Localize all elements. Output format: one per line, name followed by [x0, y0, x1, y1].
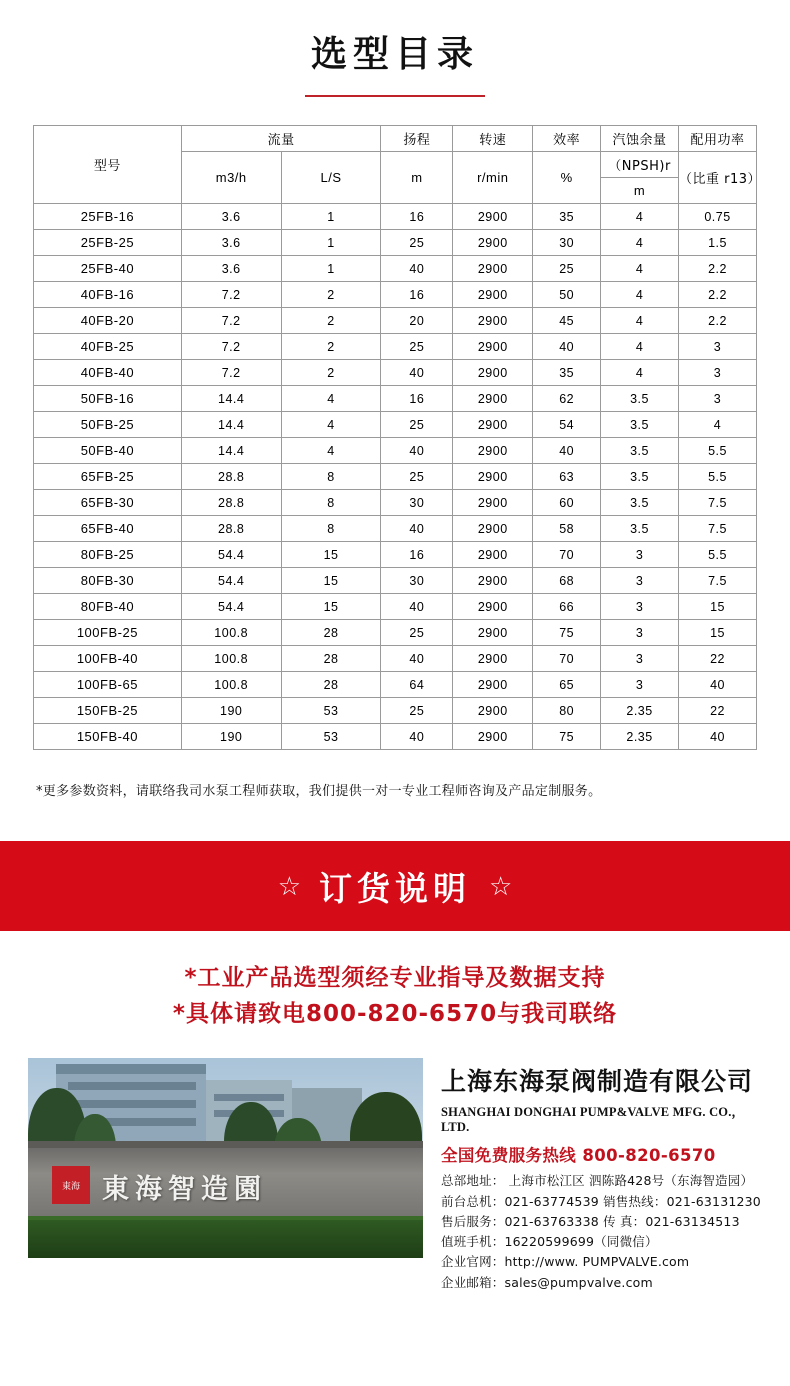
cell-power: 4: [679, 412, 757, 438]
header-power: 配用功率: [679, 126, 757, 152]
cell-m3h: 54.4: [181, 594, 281, 620]
header-efficiency: 效率: [533, 126, 601, 152]
cell-efficiency: 58: [533, 516, 601, 542]
cell-head: 40: [381, 256, 453, 282]
cell-efficiency: 40: [533, 334, 601, 360]
cell-npsh: 4: [601, 282, 679, 308]
table-row: [34, 282, 757, 308]
factory-photo: [28, 1058, 423, 1258]
cell-rpm: 2900: [453, 334, 533, 360]
cell-efficiency: 30: [533, 230, 601, 256]
cell-model: 25FB-16: [34, 204, 182, 230]
cell-model: 65FB-40: [34, 516, 182, 542]
wall-cap: [28, 1141, 423, 1148]
cell-npsh: 3.5: [601, 386, 679, 412]
cell-efficiency: 70: [533, 646, 601, 672]
header-flow: 流量: [181, 126, 381, 152]
cell-npsh: 3: [601, 646, 679, 672]
cell-power: 5.5: [679, 438, 757, 464]
cell-head: 25: [381, 230, 453, 256]
cell-head: 16: [381, 386, 453, 412]
cell-ls: 2: [281, 308, 381, 334]
cell-ls: 53: [281, 698, 381, 724]
cell-m3h: 54.4: [181, 542, 281, 568]
cell-model: 40FB-40: [34, 360, 182, 386]
cell-m3h: 100.8: [181, 646, 281, 672]
cell-npsh: 3.5: [601, 516, 679, 542]
cell-rpm: 2900: [453, 204, 533, 230]
cell-rpm: 2900: [453, 698, 533, 724]
cell-ls: 2: [281, 282, 381, 308]
company-name-cn: 上海东海泵阀制造有限公司: [441, 1067, 754, 1097]
cell-m3h: 28.8: [181, 516, 281, 542]
cell-ls: 2: [281, 334, 381, 360]
table-row: [34, 568, 757, 594]
cell-head: 16: [381, 542, 453, 568]
cell-ls: 8: [281, 464, 381, 490]
cell-power: 7.5: [679, 568, 757, 594]
cell-efficiency: 40: [533, 438, 601, 464]
window-band-4: [214, 1094, 284, 1101]
cell-m3h: 3.6: [181, 204, 281, 230]
cell-model: 100FB-40: [34, 646, 182, 672]
table-body: [34, 204, 757, 750]
cell-m3h: 7.2: [181, 360, 281, 386]
table-row: [34, 386, 757, 412]
cell-m3h: 3.6: [181, 230, 281, 256]
cell-npsh: 2.35: [601, 698, 679, 724]
header-head: 扬程: [381, 126, 453, 152]
cell-npsh: 4: [601, 204, 679, 230]
company-info: [441, 1058, 762, 1293]
cell-head: 25: [381, 412, 453, 438]
table-row: [34, 412, 757, 438]
header-speed: 转速: [453, 126, 533, 152]
cell-rpm: 2900: [453, 646, 533, 672]
cell-model: 50FB-25: [34, 412, 182, 438]
table-row: [34, 646, 757, 672]
cell-power: 3: [679, 360, 757, 386]
cell-m3h: 3.6: [181, 256, 281, 282]
cell-efficiency: 60: [533, 490, 601, 516]
cell-head: 25: [381, 464, 453, 490]
cell-rpm: 2900: [453, 724, 533, 750]
cell-head: 40: [381, 724, 453, 750]
cell-efficiency: 63: [533, 464, 601, 490]
cell-npsh: 3: [601, 594, 679, 620]
cell-rpm: 2900: [453, 230, 533, 256]
cell-ls: 4: [281, 438, 381, 464]
cell-efficiency: 35: [533, 204, 601, 230]
cell-m3h: 7.2: [181, 308, 281, 334]
cell-ls: 1: [281, 204, 381, 230]
cell-rpm: 2900: [453, 594, 533, 620]
cell-efficiency: 75: [533, 620, 601, 646]
cell-power: 40: [679, 672, 757, 698]
cell-head: 30: [381, 568, 453, 594]
cell-head: 25: [381, 620, 453, 646]
cell-ls: 28: [281, 672, 381, 698]
cell-power: 2.2: [679, 256, 757, 282]
contact-line: 售后服务：021-63763338 传 真：021-63134513: [441, 1213, 740, 1229]
table-header: [34, 126, 762, 204]
cell-m3h: 28.8: [181, 490, 281, 516]
cell-rpm: 2900: [453, 282, 533, 308]
cell-ls: 4: [281, 412, 381, 438]
header-flow-unit-ls: L/S: [281, 152, 381, 204]
cell-rpm: 2900: [453, 620, 533, 646]
cell-model: 100FB-25: [34, 620, 182, 646]
cell-npsh: 3: [601, 542, 679, 568]
cell-rpm: 2900: [453, 308, 533, 334]
spec-table: [33, 125, 762, 750]
order-instructions-banner: [0, 841, 790, 931]
cell-m3h: 14.4: [181, 438, 281, 464]
cell-rpm: 2900: [453, 490, 533, 516]
header-npsh-sub: （NPSH)r: [601, 152, 679, 178]
cell-power: 5.5: [679, 464, 757, 490]
header-speed-unit: r/min: [453, 152, 533, 204]
contact-line: 值班手机：16220599699（同微信）: [441, 1234, 658, 1250]
cell-rpm: 2900: [453, 360, 533, 386]
cell-m3h: 100.8: [181, 620, 281, 646]
cell-npsh: 3.5: [601, 438, 679, 464]
cell-m3h: 7.2: [181, 334, 281, 360]
cell-ls: 1: [281, 230, 381, 256]
cell-m3h: 14.4: [181, 386, 281, 412]
cell-model: 80FB-30: [34, 568, 182, 594]
cell-power: 5.5: [679, 542, 757, 568]
cell-model: 50FB-16: [34, 386, 182, 412]
cell-model: 40FB-20: [34, 308, 182, 334]
cell-efficiency: 70: [533, 542, 601, 568]
cell-ls: 1: [281, 256, 381, 282]
cell-model: 65FB-25: [34, 464, 182, 490]
cell-efficiency: 50: [533, 282, 601, 308]
cell-power: 1.5: [679, 230, 757, 256]
cell-head: 40: [381, 646, 453, 672]
cell-head: 40: [381, 516, 453, 542]
cell-m3h: 190: [181, 724, 281, 750]
cell-npsh: 4: [601, 230, 679, 256]
table-row: [34, 594, 757, 620]
cell-efficiency: 54: [533, 412, 601, 438]
cell-power: 15: [679, 594, 757, 620]
cell-head: 25: [381, 698, 453, 724]
cell-efficiency: 35: [533, 360, 601, 386]
table-row: [34, 672, 757, 698]
cell-ls: 53: [281, 724, 381, 750]
cell-power: 7.5: [679, 516, 757, 542]
header-head-unit: m: [381, 152, 453, 204]
table-row: [34, 724, 757, 750]
cell-rpm: 2900: [453, 438, 533, 464]
contact-list: [441, 1171, 762, 1293]
cell-efficiency: 75: [533, 724, 601, 750]
cell-model: 25FB-40: [34, 256, 182, 282]
cell-ls: 28: [281, 646, 381, 672]
cell-ls: 8: [281, 516, 381, 542]
table-row: [34, 620, 757, 646]
cell-efficiency: 65: [533, 672, 601, 698]
cell-npsh: 3.5: [601, 464, 679, 490]
cell-efficiency: 25: [533, 256, 601, 282]
cell-power: 40: [679, 724, 757, 750]
cell-rpm: 2900: [453, 672, 533, 698]
cell-m3h: 100.8: [181, 672, 281, 698]
table-row: [34, 698, 757, 724]
header-npsh: 汽蚀余量: [601, 126, 679, 152]
cell-power: 7.5: [679, 490, 757, 516]
cell-rpm: 2900: [453, 464, 533, 490]
cell-head: 16: [381, 282, 453, 308]
table-row: [34, 542, 757, 568]
cell-m3h: 14.4: [181, 412, 281, 438]
cell-head: 40: [381, 438, 453, 464]
cell-power: 0.75: [679, 204, 757, 230]
cell-power: 3: [679, 386, 757, 412]
cell-power: 22: [679, 698, 757, 724]
table-row: [34, 230, 757, 256]
cell-efficiency: 45: [533, 308, 601, 334]
cell-npsh: 3.5: [601, 412, 679, 438]
cell-npsh: 4: [601, 256, 679, 282]
cell-npsh: 4: [601, 308, 679, 334]
contact-line: 前台总机：021-63774539 销售热线：021-63131230: [441, 1193, 761, 1209]
cell-ls: 2: [281, 360, 381, 386]
cell-model: 100FB-65: [34, 672, 182, 698]
building-left-roof: [56, 1064, 206, 1074]
cell-efficiency: 66: [533, 594, 601, 620]
cell-model: 80FB-40: [34, 594, 182, 620]
window-band-2: [68, 1100, 196, 1108]
banner-title: 订货说明: [319, 868, 471, 908]
cell-model: 40FB-25: [34, 334, 182, 360]
cell-ls: 8: [281, 490, 381, 516]
company-name-en: SHANGHAI DONGHAI PUMP&VALVE MFG. CO.，LTD.: [441, 1105, 745, 1135]
table-row: [34, 464, 757, 490]
cell-ls: 15: [281, 594, 381, 620]
cell-ls: 28: [281, 620, 381, 646]
cell-npsh: 3: [601, 672, 679, 698]
header-npsh-unit: m: [601, 178, 679, 204]
cell-npsh: 3: [601, 568, 679, 594]
page-title: 选型目录: [310, 34, 479, 75]
cell-ls: 4: [281, 386, 381, 412]
cell-rpm: 2900: [453, 516, 533, 542]
cell-m3h: 7.2: [181, 282, 281, 308]
star-left-icon: ☆: [277, 871, 301, 901]
cell-model: 80FB-25: [34, 542, 182, 568]
contact-line: 企业邮箱：sales@pumpvalve.com: [441, 1274, 653, 1290]
star-right-icon: ☆: [489, 871, 513, 901]
cell-power: 3: [679, 334, 757, 360]
table-row: [34, 308, 757, 334]
header-efficiency-unit: %: [533, 152, 601, 204]
wall-sign-text: 東海智造園: [102, 1174, 267, 1206]
table-row: [34, 490, 757, 516]
cell-power: 22: [679, 646, 757, 672]
header-power-sub: （比重 r13）: [679, 152, 757, 204]
cell-rpm: 2900: [453, 256, 533, 282]
cell-head: 40: [381, 360, 453, 386]
spec-table-wrap: [0, 97, 790, 750]
cell-model: 40FB-16: [34, 282, 182, 308]
cell-efficiency: 80: [533, 698, 601, 724]
footer: [0, 1058, 790, 1293]
cell-power: 2.2: [679, 282, 757, 308]
cell-model: 65FB-30: [34, 490, 182, 516]
cell-npsh: 2.35: [601, 724, 679, 750]
hotline: 全国免费服务热线 800-820-6570: [441, 1146, 716, 1166]
page-title-section: [0, 0, 790, 97]
header-row-1: [34, 126, 757, 152]
cell-rpm: 2900: [453, 386, 533, 412]
cell-head: 64: [381, 672, 453, 698]
order-notes: [0, 931, 790, 1032]
cell-m3h: 54.4: [181, 568, 281, 594]
cell-rpm: 2900: [453, 542, 533, 568]
cell-ls: 15: [281, 542, 381, 568]
window-band-1: [68, 1082, 196, 1090]
cell-model: 50FB-40: [34, 438, 182, 464]
cell-model: 25FB-25: [34, 230, 182, 256]
cell-npsh: 3.5: [601, 490, 679, 516]
cell-m3h: 28.8: [181, 464, 281, 490]
cell-efficiency: 68: [533, 568, 601, 594]
contact-line: 总部地址： 上海市松江区 泗陈路428号（东海智造园）: [441, 1173, 754, 1189]
cell-m3h: 190: [181, 698, 281, 724]
company-emblem-icon: 東海: [52, 1166, 90, 1204]
table-row: [34, 360, 757, 386]
cell-head: 20: [381, 308, 453, 334]
header-model: 型号: [34, 126, 182, 204]
order-note-2: *具体请致电800-820-6570与我司联络: [172, 1000, 618, 1027]
cell-npsh: 4: [601, 334, 679, 360]
cell-power: 15: [679, 620, 757, 646]
cell-power: 2.2: [679, 308, 757, 334]
order-note-1: *工业产品选型须经专业指导及数据支持: [184, 965, 606, 991]
cell-head: 30: [381, 490, 453, 516]
cell-rpm: 2900: [453, 568, 533, 594]
cell-head: 40: [381, 594, 453, 620]
cell-npsh: 4: [601, 360, 679, 386]
table-row: [34, 334, 757, 360]
table-row: [34, 516, 757, 542]
hedge-front: [28, 1220, 423, 1258]
cell-model: 150FB-40: [34, 724, 182, 750]
cell-model: 150FB-25: [34, 698, 182, 724]
header-flow-unit-m3h: m3/h: [181, 152, 281, 204]
cell-head: 16: [381, 204, 453, 230]
cell-npsh: 3: [601, 620, 679, 646]
cell-head: 25: [381, 334, 453, 360]
footnote: *更多参数资料，请联络我司水泵工程师获取，我们提供一对一专业工程师咨询及产品定制服务。: [36, 784, 602, 799]
table-row: [34, 256, 757, 282]
cell-rpm: 2900: [453, 412, 533, 438]
cell-efficiency: 62: [533, 386, 601, 412]
table-row: [34, 204, 757, 230]
contact-line: 企业官网：http://www. PUMPVALVE.com: [441, 1254, 690, 1270]
table-row: [34, 438, 757, 464]
cell-ls: 15: [281, 568, 381, 594]
